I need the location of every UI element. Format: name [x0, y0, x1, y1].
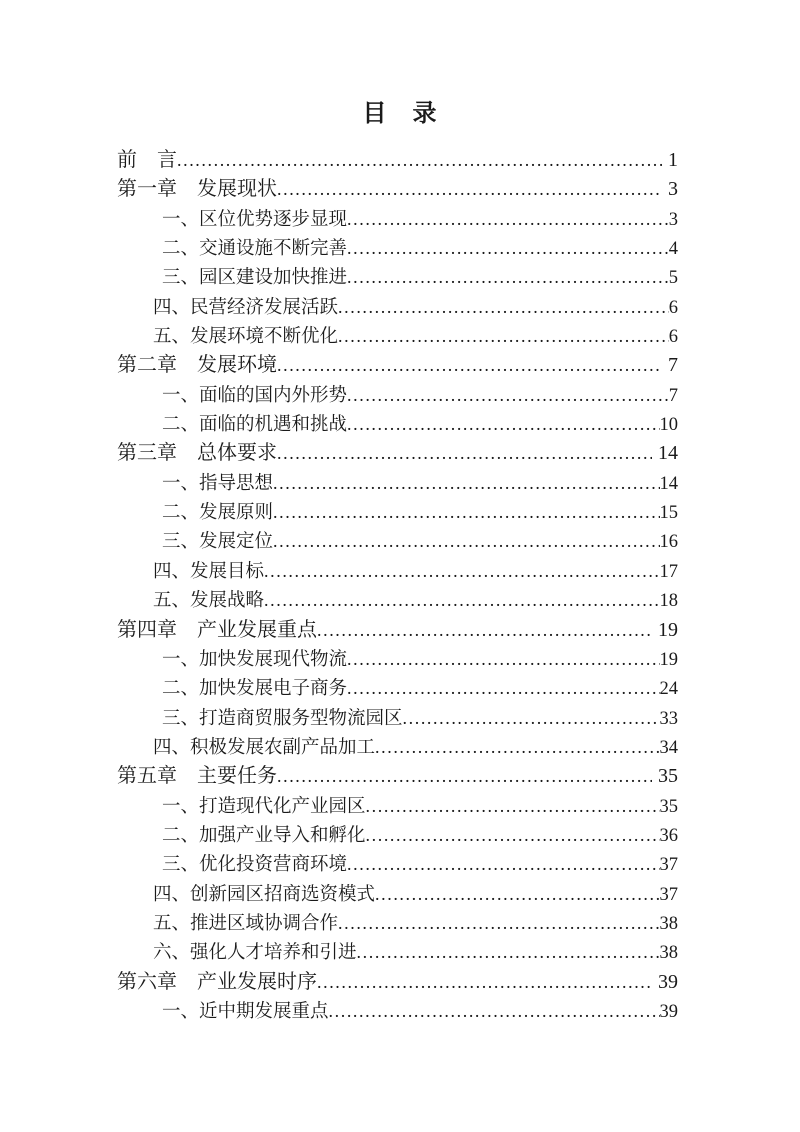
toc-entry-text: 三、打造商贸服务型物流园区 — [162, 708, 403, 729]
toc-entry-item[interactable] — [117, 263, 678, 292]
toc-entry-page: 14 — [659, 473, 678, 494]
toc-entry-page: 39 — [659, 1001, 678, 1022]
toc-entry-item[interactable] — [117, 880, 678, 909]
toc-entry-item[interactable] — [117, 381, 678, 410]
dot-leader — [177, 146, 662, 175]
toc-entry-chapter[interactable] — [117, 968, 678, 997]
toc-entry-text: 一、加快发展现代物流 — [162, 649, 348, 670]
dot-leader — [317, 616, 652, 645]
toc-entry-item[interactable] — [117, 645, 678, 674]
toc-entry-text: 第六章 产业发展时序 — [117, 970, 317, 993]
toc-entry-page: 38 — [659, 913, 678, 934]
toc-entry-item[interactable] — [117, 527, 678, 556]
toc-entry-item[interactable] — [117, 850, 678, 879]
toc-entry-item[interactable] — [117, 704, 678, 733]
toc-entry-chapter[interactable] — [117, 762, 678, 791]
toc-entry-text: 五、发展环境不断优化 — [153, 327, 339, 348]
toc-entry-text: 三、发展定位 — [162, 532, 274, 553]
toc-entry-page: 6 — [668, 327, 678, 348]
toc-title: 目 录 — [362, 101, 438, 127]
toc-entry-text: 第三章 总体要求 — [117, 442, 277, 465]
toc-entry-text: 前 言 — [117, 149, 177, 171]
toc-entry-page: 18 — [659, 591, 678, 612]
toc-entry-item[interactable] — [117, 498, 678, 527]
toc-entry-item[interactable] — [117, 792, 678, 821]
dot-leader — [273, 527, 659, 556]
toc-entry-text: 第四章 产业发展重点 — [117, 618, 317, 641]
toc-entry-text: 二、交通设施不断完善 — [162, 239, 348, 260]
toc-entry-item[interactable] — [117, 410, 678, 439]
toc-entry-text: 二、加强产业导入和孵化 — [162, 825, 366, 846]
toc-entry-text: 第二章 发展环境 — [117, 354, 277, 377]
toc-entry-page: 3 — [668, 178, 678, 201]
toc-entry-page: 36 — [659, 825, 678, 846]
toc-entry-page: 35 — [659, 796, 678, 817]
toc-entry-text: 三、园区建设加快推进 — [162, 268, 348, 289]
dot-leader — [366, 821, 660, 850]
toc-entry-page: 33 — [659, 708, 678, 729]
toc-entry-page: 37 — [659, 884, 678, 905]
toc-entry-text: 五、发展战略 — [153, 591, 265, 612]
dot-leader — [264, 586, 659, 615]
toc-entry-page: 7 — [668, 385, 678, 406]
toc-entry-page: 16 — [659, 532, 678, 553]
dot-leader — [338, 322, 669, 351]
toc-entry-page: 37 — [659, 855, 678, 876]
dot-leader — [347, 205, 669, 234]
toc-entry-text: 二、面临的机遇和挑战 — [162, 415, 348, 436]
toc-entry-page: 39 — [658, 970, 678, 993]
toc-entry-chapter[interactable] — [117, 439, 678, 468]
toc-entry-chapter[interactable] — [117, 175, 678, 204]
toc-entry-chapter[interactable] — [117, 616, 678, 645]
toc-entry-text: 五、推进区域协调合作 — [153, 913, 339, 934]
dot-leader — [317, 968, 652, 997]
toc-entry-text: 一、近中期发展重点 — [162, 1001, 329, 1022]
dot-leader — [347, 263, 669, 292]
toc-entry-page: 5 — [668, 268, 678, 289]
toc-entry-item[interactable] — [117, 293, 678, 322]
toc-entry-item[interactable] — [117, 733, 678, 762]
toc-entry-page: 19 — [659, 649, 678, 670]
toc-entry-page: 14 — [658, 442, 678, 465]
dot-leader — [338, 293, 669, 322]
toc-entry-text: 一、面临的国内外形势 — [162, 385, 348, 406]
toc-entry-item[interactable] — [117, 909, 678, 938]
toc-entry-item[interactable] — [117, 586, 678, 615]
toc-entry-page: 24 — [659, 679, 678, 700]
toc-entry-page: 35 — [658, 765, 678, 788]
toc-entry-text: 第一章 发展现状 — [117, 178, 277, 201]
dot-leader — [277, 439, 652, 468]
dot-leader — [375, 880, 659, 909]
dot-leader — [277, 762, 652, 791]
dot-leader — [366, 792, 660, 821]
toc-entry-text: 二、加快发展电子商务 — [162, 679, 348, 700]
toc-entry-item[interactable] — [117, 674, 678, 703]
toc-entry-item[interactable] — [117, 205, 678, 234]
toc-entry-item[interactable] — [117, 322, 678, 351]
toc-list — [117, 146, 678, 1026]
dot-leader — [357, 938, 660, 967]
toc-entry-page: 17 — [659, 561, 678, 582]
toc-entry-item[interactable] — [117, 234, 678, 263]
dot-leader — [273, 469, 659, 498]
toc-entry-text: 四、发展目标 — [153, 561, 265, 582]
toc-entry-chapter[interactable] — [117, 146, 678, 175]
dot-leader — [273, 498, 659, 527]
dot-leader — [329, 997, 660, 1026]
toc-entry-page: 3 — [668, 209, 678, 230]
toc-entry-page: 10 — [659, 415, 678, 436]
toc-entry-text: 三、优化投资营商环境 — [162, 855, 348, 876]
toc-entry-text: 二、发展原则 — [162, 503, 274, 524]
toc-entry-text: 四、创新园区招商选资模式 — [153, 884, 376, 905]
toc-entry-item[interactable] — [117, 938, 678, 967]
toc-entry-page: 34 — [659, 737, 678, 758]
toc-entry-text: 四、民营经济发展活跃 — [153, 297, 339, 318]
dot-leader — [277, 175, 662, 204]
dot-leader — [338, 909, 659, 938]
toc-entry-chapter[interactable] — [117, 351, 678, 380]
toc-entry-page: 15 — [659, 503, 678, 524]
dot-leader — [347, 850, 659, 879]
dot-leader — [403, 704, 660, 733]
dot-leader — [277, 351, 662, 380]
toc-entry-page: 38 — [659, 943, 678, 964]
toc-entry-page: 19 — [658, 618, 678, 641]
toc-entry-page: 6 — [668, 297, 678, 318]
dot-leader — [264, 557, 659, 586]
toc-entry-text: 一、区位优势逐步显现 — [162, 209, 348, 230]
dot-leader — [347, 645, 659, 674]
toc-entry-item[interactable] — [117, 557, 678, 586]
toc-entry-text: 一、指导思想 — [162, 473, 274, 494]
toc-entry-item[interactable] — [117, 821, 678, 850]
dot-leader — [347, 410, 659, 439]
toc-entry-item[interactable] — [117, 469, 678, 498]
toc-entry-text: 一、打造现代化产业园区 — [162, 796, 366, 817]
toc-entry-text: 四、积极发展农副产品加工 — [153, 737, 376, 758]
toc-entry-page: 7 — [668, 354, 678, 377]
dot-leader — [347, 234, 669, 263]
toc-entry-page: 4 — [668, 239, 678, 260]
dot-leader — [375, 733, 659, 762]
dot-leader — [347, 674, 659, 703]
toc-entry-text: 第五章 主要任务 — [117, 765, 277, 788]
toc-entry-item[interactable] — [117, 997, 678, 1026]
toc-entry-page: 1 — [668, 149, 678, 171]
toc-entry-text: 六、强化人才培养和引进 — [153, 943, 357, 964]
dot-leader — [347, 381, 669, 410]
